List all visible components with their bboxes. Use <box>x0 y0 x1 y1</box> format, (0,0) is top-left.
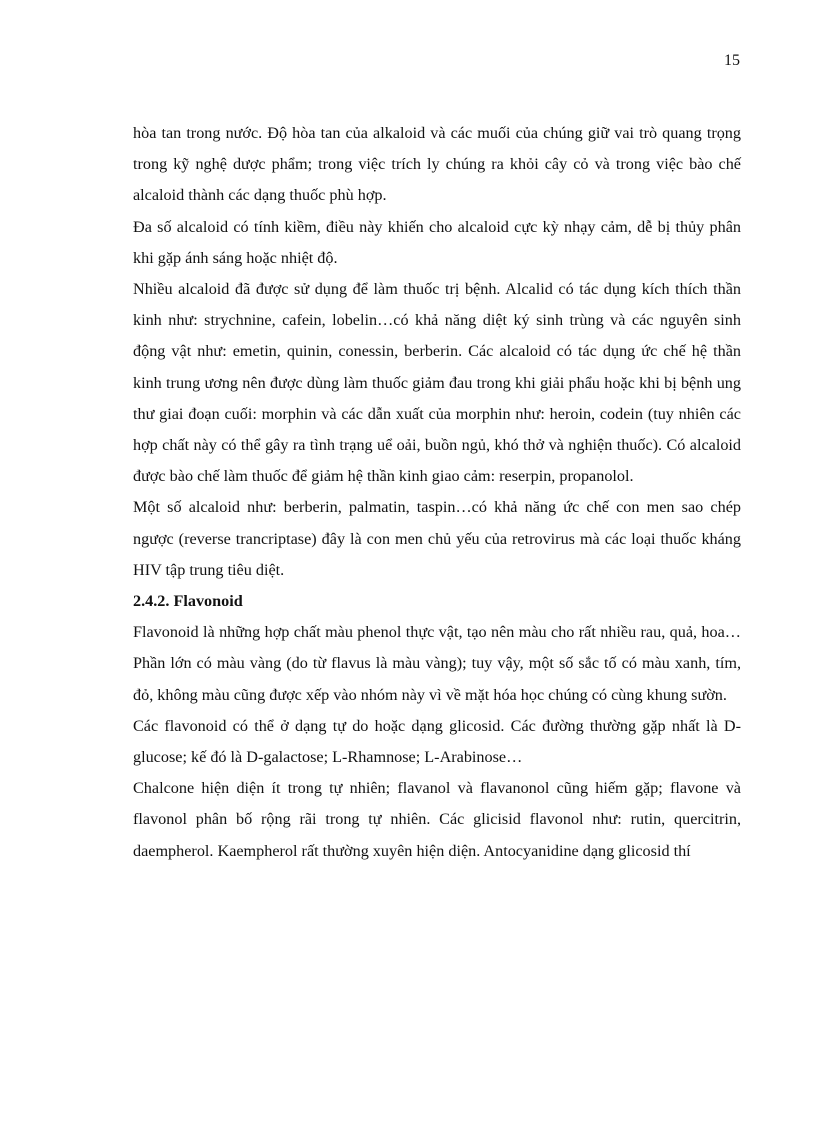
paragraph-hiv: Một số alcaloid như: berberin, palmatin, taspin…có khả năng ức chế con men sao chép ngược (reverse trancriptase) đây là con men chủ yếu của retrovirus mà các loại thuốc kháng HIV tập trung tiêu diệt. <box>133 498 741 579</box>
section-heading-flavonoid: 2.4.2. Flavonoid <box>133 592 243 611</box>
paragraph-solubility: hòa tan trong nước. Độ hòa tan của alkaloid và các muối của chúng giữ vai trò quang trọng trong kỹ nghệ dược phẩm; trong việc trích ly chúng ra khỏi cây cỏ và trong việc bào chế alcaloid thành các dạng thuốc phù hợp. <box>133 124 741 205</box>
paragraph-flavonoid-forms: Các flavonoid có thể ở dạng tự do hoặc dạng glicosid. Các đường thường gặp nhất là D-glucose; kế đó là D-galactose; L-Rhamnose; L-Arabinose… <box>133 716 741 767</box>
paragraph-alkaline: Đa số alcaloid có tính kiềm, điều này khiến cho alcaloid cực kỳ nhạy cảm, dễ bị thủy phân khi gặp ánh sáng hoặc nhiệt độ. <box>133 217 741 267</box>
paragraph-flavonoid-definition: Flavonoid là những hợp chất màu phenol thực vật, tạo nên màu cho rất nhiều rau, quả, hoa…Phần lớn có màu vàng (do từ flavus là màu vàng); tuy vậy, một số sắc tố có màu xanh, tím, đỏ, không màu cũng được xếp vào nhóm này vì về mặt hóa học chúng có cùng khung sườn. <box>133 623 741 704</box>
document-body <box>133 118 741 867</box>
paragraph-medicinal-use: Nhiều alcaloid đã được sử dụng để làm thuốc trị bệnh. Alcalid có tác dụng kích thích thần kinh như: strychnine, cafein, lobelin…có khả năng diệt ký sinh trùng và các nguyên sinh động vật như: emetin, quinin, conessin, berberin. Các alcaloid có tác dụng ức chế hệ thần kinh trung ương nên được dùng làm thuốc giảm đau trong khi giải phẩu hoặc khi bị bệnh ung thư giai đoạn cuối: morphin và các dẫn xuất của morphin như: heroin, codein (tuy nhiên các hợp chất này có thể gây ra tình trạng uể oải, buồn ngủ, khó thở và nghiện thuốc). Có alcaloid được bào chế làm thuốc để giảm hệ thần kinh giao cảm: reserpin, propanolol. <box>133 280 741 486</box>
page-number: 15 <box>724 52 740 69</box>
paragraph-chalcone: Chalcone hiện diện ít trong tự nhiên; flavanol và flavanonol cũng hiếm gặp; flavone và flavonol phân bố rộng rãi trong tự nhiên. Các glicisid flavonol như: rutin, quercitrin, daempherol. Kaempherol rất thường xuyên hiện diện. Antocyanidine dạng glicosid thí <box>133 779 741 860</box>
